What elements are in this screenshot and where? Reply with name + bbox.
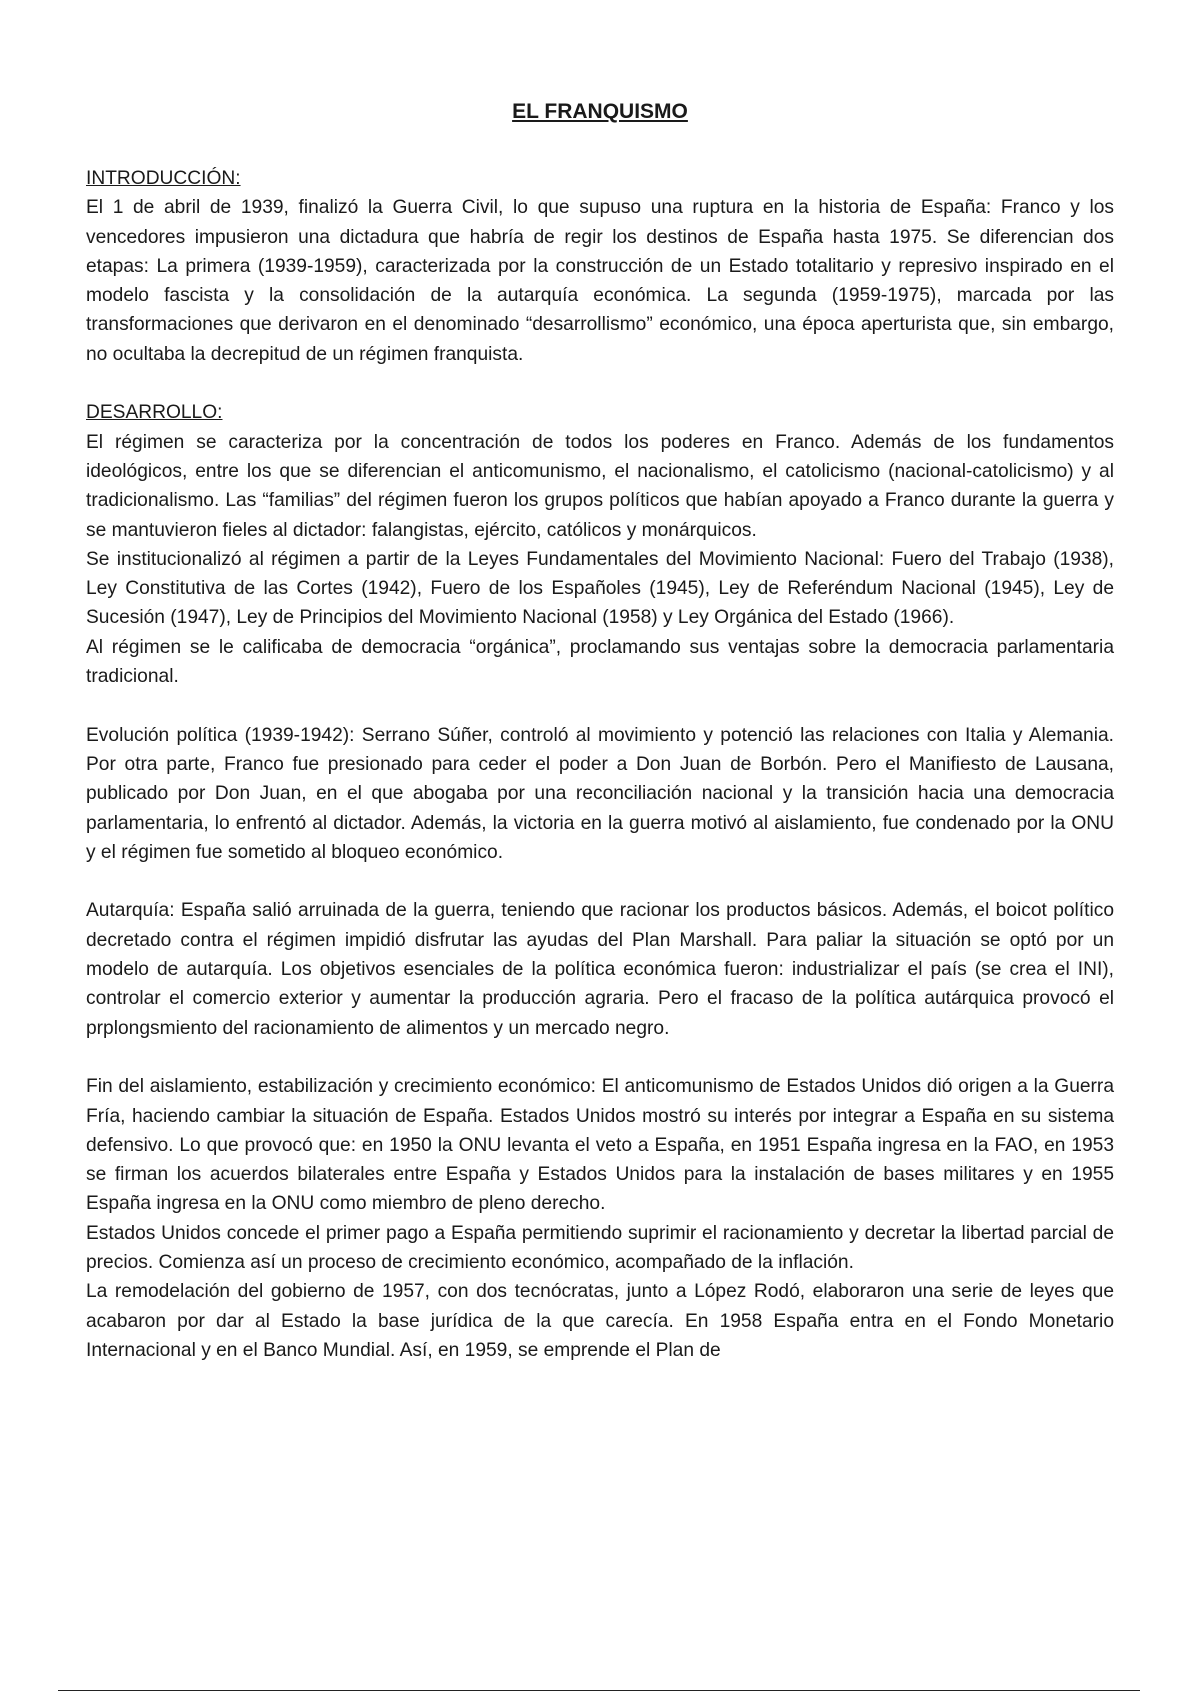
- paragraph-gap: [86, 369, 1114, 398]
- document-title: EL FRANQUISMO: [512, 100, 688, 123]
- document-body: [86, 164, 1114, 1365]
- paragraph: Estados Unidos concede el primer pago a España permitiendo suprimir el racionamiento y decretar la libertad parcial de precios. Comienza así un proceso de crecimiento económico, acompañado de la inflación.: [86, 1222, 1114, 1273]
- paragraph: El régimen se caracteriza por la concentración de todos los poderes en Franco. Además de los fundamentos ideológicos, entre los que se diferencian el anticomunismo, el nacionalismo, el catolicismo (nacional-catolicismo) y al tradicionalismo. Las “familias” del régimen fueron los grupos políticos que habían apoyado a Franco durante la guerra y se mantuvieron fieles al dictador: falangistas, ejército, católicos y monárquicos.: [86, 431, 1114, 541]
- paragraph-gap: [86, 867, 1114, 896]
- paragraph-evolucion-politica: Evolución política (1939-1942): Serrano Súñer, controló al movimiento y potenció las relaciones con Italia y Alemania. Por otra parte, Franco fue presionado para ceder el poder a Don Juan de Borbón. Pero el Manifiesto de Lausana, publicado por Don Juan, en el que abogaba por una reconciliación nacional y la transición hacia una democracia parlamentaria, lo enfrentó al dictador. Además, la victoria en la guerra motivó al aislamiento, fue condenado por la ONU y el régimen fue sometido al bloqueo económico.: [86, 724, 1114, 863]
- paragraph: El 1 de abril de 1939, finalizó la Guerra Civil, lo que supuso una ruptura en la historia de España: Franco y los vencedores impusieron una dictadura que habría de regir los destinos de España hasta 1975. Se diferencian dos etapas: La primera (1939-1959), caracterizada por la construcción de un Estado totalitario y represivo inspirado en el modelo fascista y la consolidación de la autarquía económica. La segunda (1959-1975), marcada por las transformaciones que derivaron en el denominado “desarrollismo” económico, una época aperturista que, sin embargo, no ocultaba la decrepitud de un régimen franquista.: [86, 197, 1114, 365]
- paragraph-gap: [86, 1043, 1114, 1072]
- section-heading-introduccion: INTRODUCCIÓN:: [86, 168, 241, 189]
- section-heading-desarrollo: DESARROLLO:: [86, 402, 223, 424]
- paragraph: Se institucionalizó al régimen a partir de la Leyes Fundamentales del Movimiento Nacional: Fuero del Trabajo (1938), Ley Constitutiva de las Cortes (1942), Fuero de los Españoles (1945), Ley de Referéndum Nacional (1945), Ley de Sucesión (1947), Ley de Principios del Movimiento Nacional (1958) y Ley Orgánica del Estado (1966).: [86, 548, 1114, 629]
- paragraph: Al régimen se le calificaba de democracia “orgánica”, proclamando sus ventajas sobre la democracia parlamentaria tradicional.: [86, 636, 1114, 688]
- footer-divider: [58, 1690, 1140, 1691]
- paragraph-gap: [86, 691, 1114, 720]
- paragraph-autarquia: Autarquía: España salió arruinada de la guerra, teniendo que racionar los productos básicos. Además, el boicot político decretado contra el régimen impidió disfrutar las ayudas del Plan Marshall. Para paliar la situación se optó por un modelo de autarquía. Los objetivos esenciales de la política económica fueron: industrializar el país (se crea el INI), controlar el comercio exterior y aumentar la producción agraria. Pero el fracaso de la política autárquica provocó el prplongsmiento del racionamiento de alimentos y un mercado negro.: [86, 900, 1114, 1039]
- paragraph: La remodelación del gobierno de 1957, con dos tecnócratas, junto a López Rodó, elaboraron una serie de leyes que acabaron por dar al Estado la base jurídica de la que carecía. En 1958 España entra en el Fondo Monetario Internacional y en el Banco Mundial. Así, en 1959, se emprende el Plan de: [86, 1281, 1114, 1361]
- paragraph-fin-aislamiento: Fin del aislamiento, estabilización y crecimiento económico: El anticomunismo de Estados Unidos dió origen a la Guerra Fría, haciendo cambiar la situación de España. Estados Unidos mostró su interés por integrar a España en su sistema defensivo. Lo que provocó que: en 1950 la ONU levanta el veto a España, en 1951 España ingresa en la FAO, en 1953 se firman los acuerdos bilaterales entre España y Estados Unidos para la instalación de bases militares y en 1955 España ingresa en la ONU como miembro de pleno derecho.: [86, 1076, 1114, 1215]
